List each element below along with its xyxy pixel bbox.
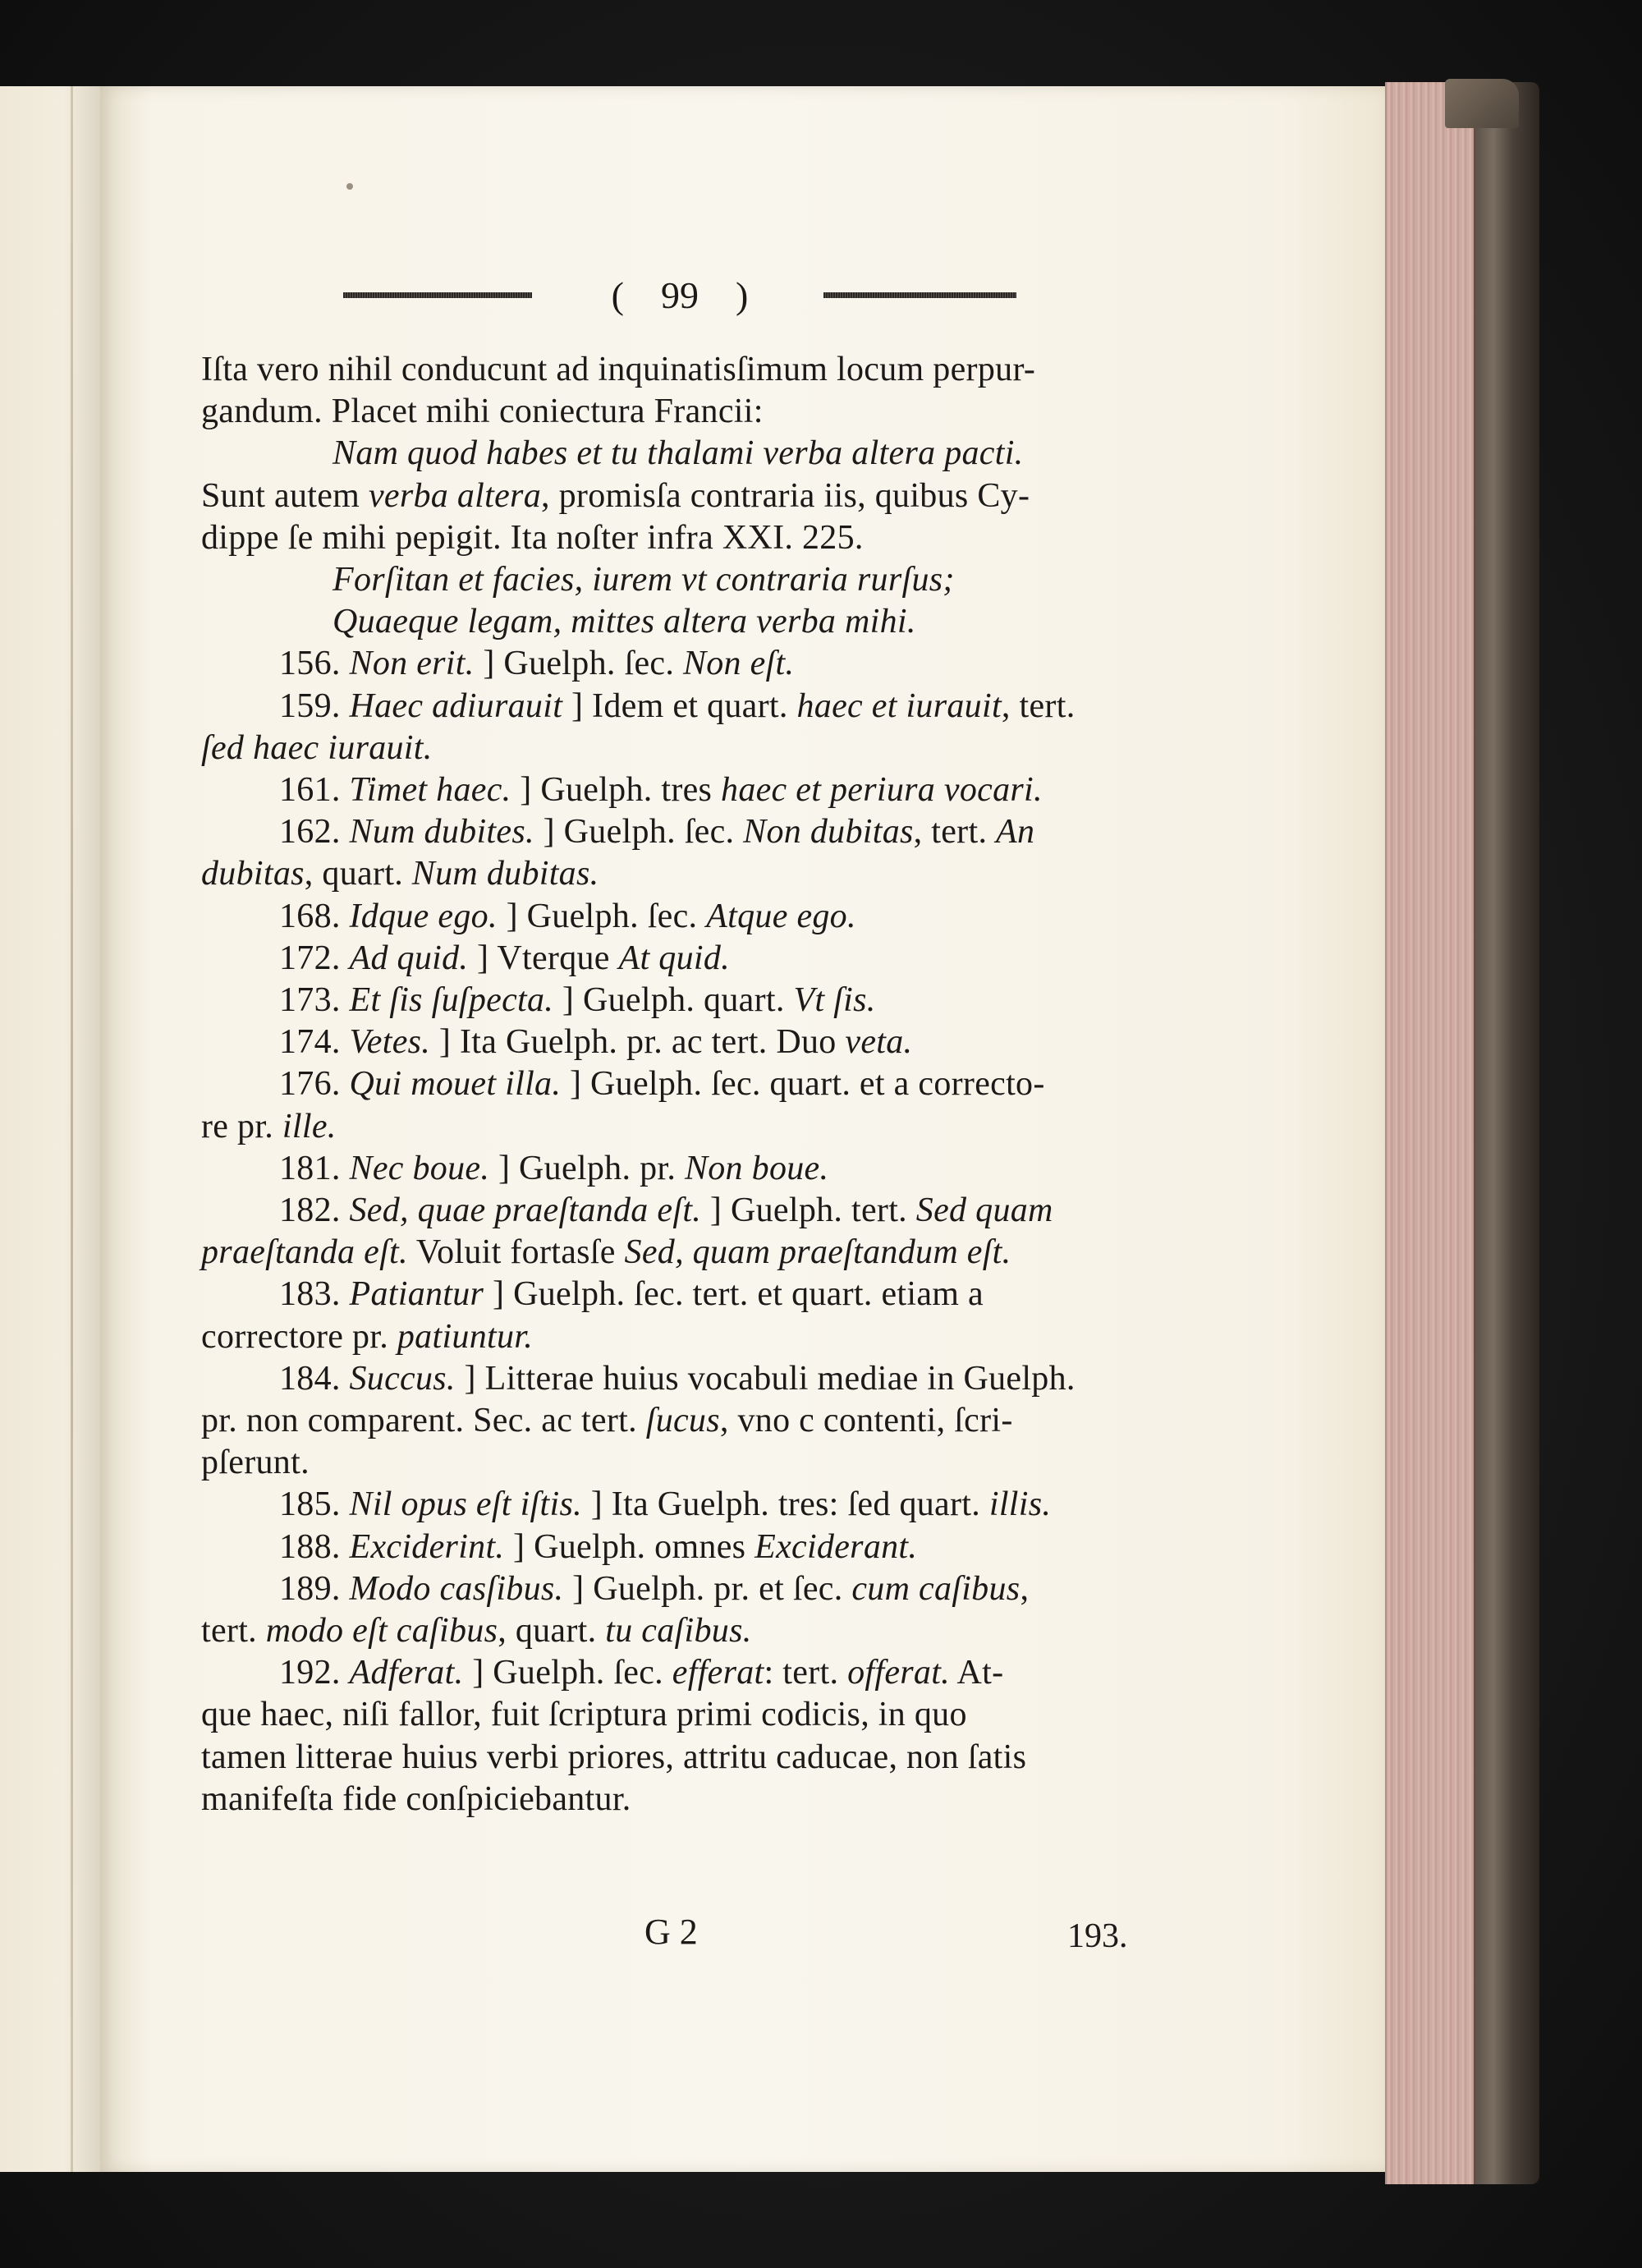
- roman-text: ] Guelph. pr.: [489, 1149, 685, 1187]
- text-line: [201, 1316, 533, 1357]
- text-line: [201, 1694, 967, 1735]
- text-line: [279, 769, 1043, 810]
- signature-mark: G 2: [644, 1912, 698, 1952]
- text-line: [201, 475, 1030, 516]
- italic-text: offerat.: [847, 1654, 950, 1692]
- italic-text: Non eſt.: [682, 645, 795, 683]
- roman-text: re pr.: [201, 1107, 282, 1145]
- italic-text: haec et iurauit: [796, 686, 1002, 725]
- italic-text: Idque ego.: [349, 897, 498, 935]
- text-line: [279, 1358, 1076, 1399]
- text-line: [279, 811, 1034, 852]
- roman-text: , promisſa contraria iis, quibus Cy-: [541, 476, 1030, 515]
- text-line: [279, 1652, 1003, 1693]
- italic-text: cum caſibus: [851, 1569, 1021, 1608]
- text-line: [201, 349, 1035, 390]
- italic-text: Sed, quam praeſtandum eſt.: [624, 1233, 1011, 1272]
- roman-text: 188.: [279, 1527, 350, 1566]
- book-cover-corner: [1445, 79, 1519, 128]
- italic-text: Succus.: [349, 1359, 456, 1398]
- italic-text: Adferat.: [349, 1654, 464, 1692]
- close-paren: ): [736, 274, 749, 316]
- roman-text: 172.: [279, 939, 350, 977]
- italic-text: tu caſibus.: [605, 1612, 752, 1650]
- italic-text: Nec boue.: [349, 1149, 490, 1187]
- text-line: [279, 980, 876, 1021]
- roman-text: At-: [949, 1654, 1004, 1692]
- roman-text: ] Guelph. ſec. quart. et a correcto-: [561, 1065, 1045, 1104]
- italic-text: veta.: [845, 1023, 913, 1062]
- italic-text: Atque ego.: [706, 897, 856, 935]
- roman-text: ] Guelph. tert.: [701, 1191, 916, 1229]
- italic-text: Non boue.: [684, 1149, 829, 1187]
- roman-text: correctore pr.: [201, 1317, 397, 1356]
- italic-text: Nam quod habes et tu thalami verba altera pacti.: [333, 434, 1024, 473]
- roman-text: , vno c contenti, ſcri-: [719, 1402, 1013, 1439]
- text-line: [201, 1400, 1013, 1441]
- italic-text: ſucus: [645, 1402, 720, 1439]
- roman-text: 183.: [279, 1275, 350, 1314]
- italic-text: An: [996, 813, 1035, 852]
- roman-text: ] Guelph. ſec.: [534, 813, 744, 852]
- text-line: [279, 1022, 912, 1063]
- roman-text: 173.: [279, 981, 350, 1019]
- roman-text: manifeſta fide conſpiciebantur.: [201, 1779, 631, 1818]
- text-line: [279, 643, 794, 684]
- book-cover: [1474, 82, 1539, 2184]
- italic-text: Vt ſis.: [793, 981, 876, 1019]
- italic-text: modo eſt caſibus: [265, 1612, 498, 1650]
- italic-text: Forſitan et facies, iurem vt contraria rurſus;: [333, 561, 955, 599]
- italic-text: Patiantur: [349, 1275, 484, 1314]
- roman-text: 156.: [279, 645, 350, 683]
- italic-text: illis.: [988, 1485, 1052, 1524]
- italic-text: At quid.: [618, 939, 730, 977]
- text-line: [201, 1106, 337, 1147]
- roman-text: 192.: [279, 1654, 350, 1692]
- text-line: [201, 1442, 310, 1483]
- roman-text: que haec, niſi fallor, fuit ſcriptura primi codicis, in quo: [201, 1696, 967, 1734]
- roman-text: tert.: [201, 1612, 266, 1650]
- text-line: [201, 391, 764, 432]
- text-line: [279, 1527, 917, 1568]
- text-line: [333, 433, 1023, 474]
- left-page-edge: [0, 86, 108, 2172]
- italic-text: Exciderint.: [349, 1527, 505, 1566]
- roman-text: ] Guelph. ſec.: [463, 1654, 672, 1692]
- text-line: [333, 559, 955, 600]
- text-line: [279, 1484, 1051, 1525]
- text-line: [201, 1779, 631, 1820]
- italic-text: Non erit.: [349, 645, 475, 683]
- italic-text: Nil opus eſt iſtis.: [349, 1485, 582, 1524]
- open-paren: (: [611, 274, 624, 316]
- roman-text: ] Guelph. quart.: [553, 981, 794, 1019]
- roman-text: pſerunt.: [201, 1444, 310, 1482]
- roman-text: ] Guelph. omnes: [504, 1527, 755, 1566]
- roman-text: ] Guelph. tres: [511, 771, 722, 809]
- roman-text: Sunt autem: [201, 476, 369, 515]
- italic-text: Num dubites.: [349, 813, 534, 852]
- gutter-line: [71, 86, 73, 2172]
- roman-text: 168.: [279, 897, 350, 935]
- text-line: [333, 601, 916, 642]
- italic-text: Et ſis ſuſpecta.: [349, 981, 554, 1019]
- roman-text: 189.: [279, 1569, 350, 1608]
- italic-text: patiuntur.: [397, 1317, 534, 1356]
- text-line: [279, 1190, 1053, 1231]
- italic-text: Timet haec.: [349, 771, 511, 809]
- roman-text: : tert.: [764, 1654, 848, 1692]
- italic-text: Qui mouet illa.: [349, 1065, 562, 1104]
- roman-text: 162.: [279, 813, 350, 852]
- text-line: [201, 517, 864, 558]
- italic-text: dubitas: [201, 855, 305, 893]
- text-line: [201, 1232, 1011, 1273]
- italic-text: Sed, quae praeſtanda eſt.: [349, 1191, 702, 1229]
- italic-text: efferat: [672, 1654, 764, 1692]
- text-line: [279, 1148, 828, 1189]
- roman-text: dippe ſe mihi pepigit. Ita noſter infra XXI. 225.: [201, 518, 864, 557]
- roman-text: 181.: [279, 1149, 350, 1187]
- text-line: [279, 1568, 1029, 1609]
- text-line: [279, 1063, 1045, 1104]
- roman-text: 174.: [279, 1023, 350, 1062]
- italic-text: Vetes.: [349, 1023, 431, 1062]
- roman-text: , quart.: [498, 1612, 606, 1650]
- italic-text: ille.: [282, 1107, 337, 1145]
- text-line: [201, 1610, 752, 1651]
- roman-text: ,: [1020, 1569, 1030, 1608]
- roman-text: gandum. Placet mihi coniectura Francii:: [201, 393, 764, 431]
- roman-text: tamen litterae huius verbi priores, attritu caducae, non ſatis: [201, 1738, 1027, 1776]
- roman-text: , tert.: [1001, 686, 1076, 725]
- roman-text: 185.: [279, 1485, 350, 1524]
- roman-text: ] Ita Guelph. tres: ſed quart.: [581, 1485, 989, 1524]
- italic-text: haec et periura vocari.: [721, 771, 1043, 809]
- page-number-value: 99: [661, 274, 699, 316]
- italic-text: Exciderant.: [754, 1527, 918, 1566]
- running-head: [343, 271, 1016, 320]
- roman-text: ] Litterae huius vocabuli mediae in Guelph.: [455, 1359, 1076, 1398]
- text-line: [279, 938, 730, 979]
- roman-text: 176.: [279, 1065, 350, 1104]
- italic-text: ſed haec iurauit.: [201, 728, 433, 767]
- roman-text: Voluit fortasſe: [407, 1233, 625, 1272]
- roman-text: ] Ita Guelph. pr. ac tert. Duo: [430, 1023, 846, 1062]
- italic-text: Quaeque legam, mittes altera verba mihi.: [333, 603, 916, 641]
- roman-text: ] Guelph. ſec.: [497, 897, 707, 935]
- roman-text: pr. non comparent. Sec. ac tert.: [201, 1402, 646, 1439]
- roman-text: ] Idem et quart.: [562, 686, 797, 725]
- roman-text: 184.: [279, 1359, 350, 1398]
- italic-text: praeſtanda eſt.: [201, 1233, 408, 1272]
- header-rule-right: [823, 292, 1016, 298]
- italic-text: Modo casſibus.: [349, 1569, 564, 1608]
- text-line: [279, 896, 856, 937]
- roman-text: 161.: [279, 771, 350, 809]
- italic-text: Haec adiurauit: [349, 686, 563, 725]
- roman-text: ] Guelph. pr. et ſec.: [563, 1569, 852, 1608]
- italic-text: verba altera: [368, 476, 542, 515]
- catchword: 193.: [1067, 1917, 1128, 1955]
- italic-text: Ad quid.: [349, 939, 469, 977]
- roman-text: , tert.: [913, 813, 997, 852]
- italic-text: Non dubitas: [743, 813, 914, 852]
- roman-text: , quart.: [304, 855, 412, 893]
- paper-speck: [346, 183, 353, 190]
- italic-text: Sed quam: [915, 1191, 1053, 1229]
- text-line: [279, 1274, 984, 1315]
- roman-text: 159.: [279, 686, 350, 725]
- text-line: [201, 728, 433, 769]
- text-line: [201, 1737, 1026, 1778]
- text-line: [279, 686, 1076, 727]
- roman-text: ] Vterque: [468, 939, 619, 977]
- fore-edge: [1385, 82, 1485, 2184]
- text-line: [201, 853, 599, 894]
- roman-text: ] Guelph. ſec.: [474, 645, 683, 683]
- roman-text: Iſta vero nihil conducunt ad inquinatisſimum locum perpur-: [201, 351, 1036, 388]
- roman-text: ] Guelph. ſec. tert. et quart. etiam a: [484, 1275, 984, 1314]
- italic-text: Num dubitas.: [411, 855, 599, 893]
- roman-text: 182.: [279, 1191, 350, 1229]
